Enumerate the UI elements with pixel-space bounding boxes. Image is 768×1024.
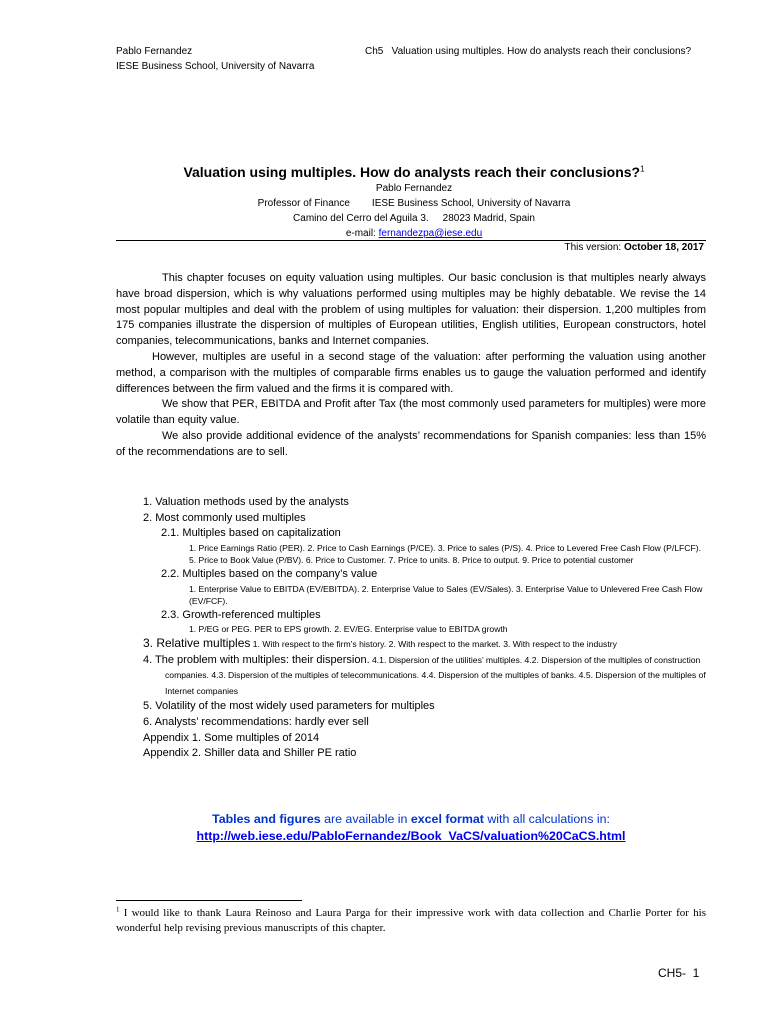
running-header-left [116,44,314,74]
version-date: October 18, 2017 [623,242,704,253]
toc-section-3: 3. Relative multiples 1. With respect to the firm’s history. 2. With respect to the market. 3. With respect to the industry [143,635,617,650]
abstract-paragraph: However, multiples are useful in a second stage of the valuation: after performing the valuation using another method, a comparison with the multiples of comparable firms enables us to gauge the valuation performed and identify differences between the firm valued and the firms it is compared with. [116,350,706,395]
author-name: Pablo Fernandez [375,183,453,194]
footnote-divider [116,900,302,901]
author-position: Professor of Finance IESE Business School, University of Navarra [257,198,571,209]
abstract-paragraph: We show that PER, EBITDA and Profit after Tax (the most commonly used parameters for multiples) were more volatile than equity value. [116,398,706,427]
toc-section-2-2: 2.2. Multiples based on the company’s value [161,567,378,580]
footnote: $^1$ I would like to thank Laura Reinoso and Laura Parga for their impressive work with data collection and Charlie Porter for his wonderful help revising previous manuscripts of this chapter. [116,905,709,934]
toc-appendix-2: Appendix 2. Shiller data and Shiller PE ratio [143,747,357,760]
abstract-paragraph: We also provide additional evidence of the analysts’ recommendations for Spanish companies: less than 15% of the recommendations are to sell. [116,429,706,458]
toc-section-2-3: 2.3. Growth-referenced multiples [161,608,321,621]
page-number: CH5- 1 [658,966,700,980]
author-address: Camino del Cerro del Aguila 3. 28023 Madrid, Spain [293,213,535,224]
abstract [116,271,706,461]
header-author: Pablo Fernandez [116,46,193,57]
toc-section-2-1-detail: 1. Price Earnings Ratio (PER). 2. Price to Cash Earnings (P/CE). 3. Price to sales (P/S). 4. Price to Levered Free Cash Flow (P/LFCF). 5. Price to Book Value (P/BV). 6. Price to Customer. 7. Price to units. 8. Price to output. 9. Price to potential customer [189,542,701,566]
excel-url-link[interactable]: http://web.iese.edu/PabloFernandez/Book_VaCS/valuation%20CaCS.html [196,829,626,843]
version-line: This version: October 18, 2017 [564,242,704,253]
toc-section-6: 6. Analysts’ recommendations: hardly ever sell [143,715,369,728]
title-footnote-mark: 1 [640,164,645,174]
toc-section-5: 5. Volatility of the most widely used parameters for multiples [143,700,435,713]
toc-section-2-3-detail: 1. P/EG or PEG. PER to EPS growth. 2. EV/EG. Enterprise value to EBITDA growth [189,624,508,635]
toc-section-1: 1. Valuation methods used by the analysts [143,496,349,508]
toc-section-2-2-detail: 1. Enterprise Value to EBITDA (EV/EBITDA). 2. Enterprise Value to Sales (EV/Sales). 3. Enterprise Value to Unlevered Free Cash Flow (EV/FCF). [189,583,703,607]
excel-note: Tables and figures are available in excel format with all calculations in: http://web.iese.edu/PabloFernandez/Book_VaCS/valuation%20CaCS.html [196,812,626,843]
abstract-paragraph: This chapter focuses on equity valuation using multiples. Our basic conclusion is that multiples nearly always have broad dispersion, which is why valuations performed using multiples may be highly debatable. We revise the 14 most popular multiples and deal with the problem of using multiples for valuation: their dispersion. 1,200 multiples from 175 companies illustrate the dispersion of multiples of European utilities, English utilities, European constructors, hotel companies, telecommunications, banks and Internet companies. [116,272,706,348]
toc-section-4: 4. The problem with multiples: their dispersion. 4.1. Dispersion of the utilities’ multiples. 4.2. Dispersion of the multiples of construction companies. 4.3. Dispersion of the multiples of telecommunications. 4.4. Dispersion of the multiples of banks. 4.5. Dispersion of the multiples of Internet companies [143,653,709,696]
toc-section-2-1: 2.1. Multiples based on capitalization [161,527,341,540]
email-link[interactable]: fernandezpa@iese.edu [378,228,483,239]
toc-appendix-1: Appendix 1. Some multiples of 2014 [143,731,320,744]
paper-title: Valuation using multiples. How do analysts reach their conclusions?$^1$ [183,164,645,180]
table-of-contents [143,495,708,762]
author-email: e-mail: fernandezpa@iese.edu [345,228,483,239]
toc-section-2: 2. Most commonly used multiples [143,511,306,524]
header-school: IESE Business School, University of Navarra [116,61,315,72]
title-block [116,163,712,241]
footnote-mark: 1 [116,905,120,914]
running-header-chapter: Ch5 Valuation using multiples. How do analysts reach their conclusions? [365,46,692,57]
